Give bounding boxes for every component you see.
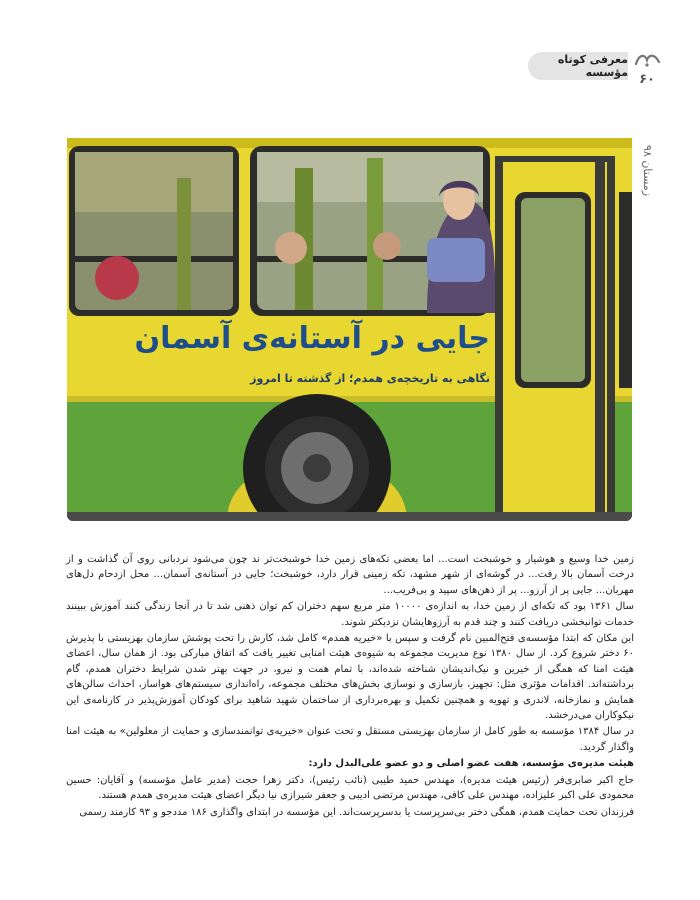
article-subheadline: نگاهی به تاریخچه‌ی همدم؛ از گذشته تا امروز xyxy=(250,372,490,385)
bus-window-left xyxy=(69,146,239,316)
section-title: معرفی کوتاه مؤسسه xyxy=(528,52,628,80)
brand-logo xyxy=(633,50,663,70)
paragraph-intro: زمین خدا وسیع و هوشیار و خوشبخت است... اما بعضی تکه‌های زمین خدا خوشبخت‌تر ند چون می‌شود نردبانی روی آن گذاشت و از درخت آسمان بالا رفت... در گوشه‌ای از شهر مشهد، تکه زمینی قرار دارد، خوشبخت؛ جایی در آستانه‌ی آسمان... محل ازدحام دل‌های مهربان... جایی پر از آرزو... پر از ذهن‌های سپید و بی‌فریب... xyxy=(66,554,634,596)
paragraph-independence: در سال ۱۳۸۴ مؤسسه به طور کامل از سازمان بهزیستی مستقل و تحت عنوان «خیریه‌ی توانمندسازی و حمایت از معلولین» به هیئت امنا واگذار گردید. xyxy=(66,726,634,753)
article-body xyxy=(66,552,634,821)
article-headline: جایی در آستانه‌ی آسمان xyxy=(134,321,490,356)
bus-door xyxy=(495,156,615,518)
page-number: ۶۰ xyxy=(639,72,655,87)
bus-window-right xyxy=(619,192,632,388)
paragraph-founding: سال ۱۳۶۱ بود که تکه‌ای از زمین خدا، به اندازه‌ی ۱۰۰۰۰ متر مربع سهم دختران کم توان ذهنی شد تا در آنجا زندگی کنند آموزش ببینند خدمات توانبخشی دریافت کنند و چند قدم به آرزوهایشان نزدیکتر شوند. xyxy=(66,601,634,628)
board-members: حاج اکبر صابری‌فر (رئیس هیئت مدیره)، مهندس حمید طیبی (نائب رئیس)، دکتر زهرا حجت (مدیر عامل مؤسسه) و آقایان: حسین محمودی علی اکبر علیزاده، مهندس علی کافی، مهندس مرتضی ادیبی و جعفر شیرازی نیا دیگر اعضای هیئت مدیره‌ی همدم هستند. xyxy=(66,774,634,802)
paragraph-history: این مکان که ابتدا مؤسسه‌ی فتح‌المبین نام گرفت و سپس با «خیریه همدم» کامل شد، کارش را تحت پوشش سازمان بهزیستی با پذیرش ۶۰ دختر شروع کرد. از سال ۱۳۸۰ نوع مدیریت مجموعه به شیوه‌ی هیئت امنایی تغییر یافت که اتفاق مبارکی بود. از همان سال، اعضای هیئت امنا که همگی از خیرین و نیک‌اندیشان شناخته شده‌اند، با تمام همت و نیرو، در جهت بهتر شدن شرایط دختران همدم، گام برداشته‌اند. اقدامات مؤثری مثل: تجهیز، بازسازی و نوسازی بخش‌های مختلف مجموعه، راه‌اندازی سیستم‌های هواساز، احداث سالن‌های همایش و نمازخانه، لاندری و تهویه و همچنین تکمیل و بهره‌برداری از ساختمان شهید شاهید برای کودکان آموزش‌پذیر در کارنامه‌ی این نیکوکاران می‌درخشد. xyxy=(66,633,634,722)
issue-label: زمستان ۹۸ xyxy=(641,144,654,196)
paragraph-closing: فرزندان تحت حمایت همدم، همگی دختر بی‌سرپرست یا بدسرپرست‌اند. این مؤسسه در ابتدای واگذاری ۱۸۶ مددجو و ۹۳ کارمند رسمی xyxy=(79,806,634,818)
board-heading: هیئت مدیره‌ی مؤسسه، هفت عضو اصلی و دو عضو علی‌البدل دارد: xyxy=(308,758,634,770)
